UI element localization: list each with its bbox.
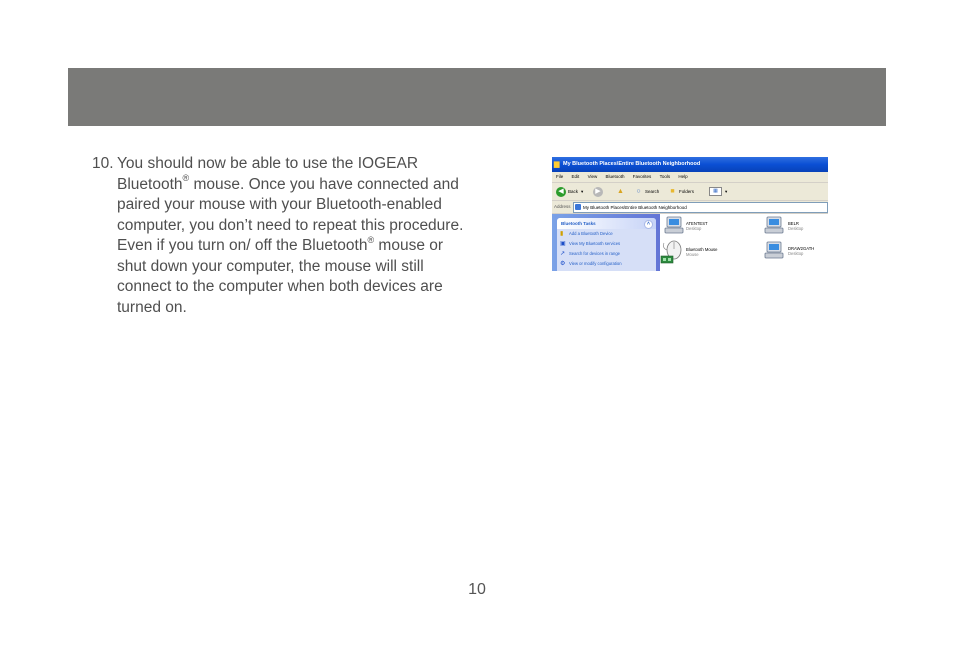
menu-help[interactable]: Help <box>678 174 688 179</box>
up-folder-button[interactable] <box>616 183 627 200</box>
bluetooth-tasks-header[interactable]: Bluetooth Tasks ˄ <box>557 218 656 229</box>
task-pane <box>552 214 660 271</box>
device-belr[interactable]: BELR Desktop <box>788 221 804 231</box>
search-devices-icon: ↗ <box>560 251 566 257</box>
registered-mark-2: ® <box>367 234 375 245</box>
views-icon: ▦ <box>709 187 722 196</box>
collapse-chevron-icon[interactable]: ˄ <box>644 220 653 229</box>
back-arrow-icon: ◀ <box>556 187 566 197</box>
step-text <box>117 154 464 318</box>
task-view-configuration[interactable]: ⚙ View or modify configuration <box>560 261 622 267</box>
search-button[interactable]: ○ Search <box>634 183 659 200</box>
page-number: 10 <box>468 581 486 598</box>
menu-bluetooth[interactable]: Bluetooth <box>605 174 625 179</box>
add-device-icon: ▮ <box>560 231 564 237</box>
desktop-computer-icon[interactable] <box>764 216 784 234</box>
views-button[interactable] <box>709 183 727 200</box>
bluetooth-tasks-panel <box>557 218 656 271</box>
menu-bar <box>552 172 828 183</box>
desktop-computer-icon[interactable] <box>764 241 784 259</box>
task-view-services[interactable]: ▣ View My Bluetooth services <box>560 241 621 247</box>
device-draw2gath[interactable]: DRAW2GATH Desktop <box>788 246 815 256</box>
views-dropdown-icon: ▾ <box>725 189 728 194</box>
view-services-icon: ▣ <box>560 241 566 247</box>
menu-file[interactable]: File <box>556 174 564 179</box>
bluetooth-folder-icon: ▆ <box>554 161 560 168</box>
registered-mark-1: ® <box>182 173 190 184</box>
step-text-part3: mouse or shut down your computer, the mouse will still connect to the computer when both devices are turned on. <box>117 237 444 316</box>
address-input[interactable]: My Bluetooth Places\Entire Bluetooth Neighborhood <box>573 202 828 213</box>
folders-button[interactable]: ■ Folders <box>668 183 694 200</box>
task-add-device[interactable]: ▮ Add a Bluetooth Device <box>560 231 613 237</box>
window-title: My Bluetooth Places\Entire Bluetooth Neighborhood <box>563 161 701 167</box>
search-icon: ○ <box>636 188 641 195</box>
device-bluetooth-mouse[interactable]: Bluetooth Mouse Mouse <box>686 247 718 257</box>
toolbar <box>552 183 828 201</box>
task-search-devices[interactable]: ↗ Search for devices in range <box>560 251 620 257</box>
header-bar <box>68 68 886 126</box>
up-folder-icon: ▲ <box>617 188 624 195</box>
step-text-part2: mouse. Once you have connected and paired your mouse with your Bluetooth-enabled computer, you don’t need to repeat this procedure. Even if you turn on/ off the Bluetooth <box>117 175 464 254</box>
menu-tools[interactable]: Tools <box>659 174 671 179</box>
forward-button[interactable] <box>593 183 605 200</box>
bluetooth-places-icon <box>575 204 581 210</box>
configuration-icon: ⚙ <box>560 261 566 267</box>
forward-arrow-icon: ▶ <box>593 187 603 197</box>
address-bar <box>552 201 828 214</box>
desktop-computer-icon[interactable] <box>664 216 684 234</box>
device-atentest[interactable]: ATENTEST Desktop <box>686 221 708 231</box>
menu-edit[interactable]: Edit <box>571 174 580 179</box>
explorer-content <box>552 214 828 271</box>
instruction-step <box>92 154 464 318</box>
back-button[interactable]: ◀ Back ▾ <box>556 183 583 200</box>
bluetooth-mouse-icon[interactable] <box>660 240 684 264</box>
step-text-part1: You should now be able to use the IOGEAR Bluetooth <box>117 155 419 193</box>
dropdown-arrow-icon: ▾ <box>581 189 584 194</box>
window-titlebar <box>552 157 828 172</box>
address-label: Address <box>554 204 571 209</box>
menu-favorites[interactable]: Favorites <box>632 174 652 179</box>
bluetooth-places-screenshot <box>552 157 828 271</box>
folders-icon: ■ <box>670 188 675 195</box>
step-number: 10. <box>92 155 114 172</box>
menu-view[interactable]: View <box>587 174 598 179</box>
